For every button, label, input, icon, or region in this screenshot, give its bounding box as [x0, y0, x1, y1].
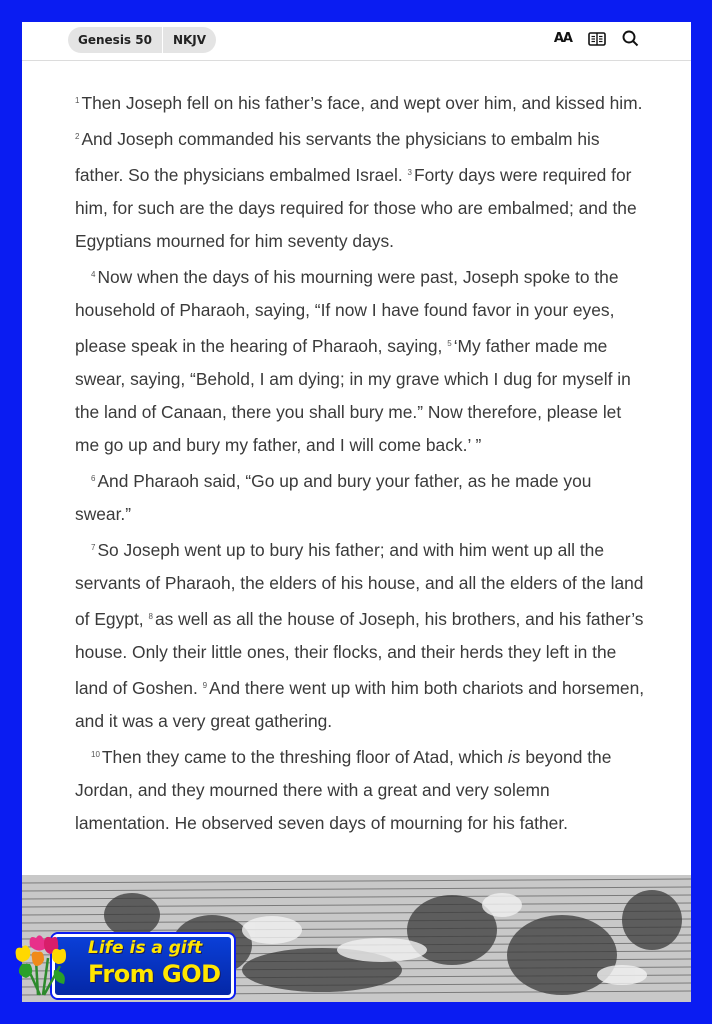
life-is-a-gift-badge: [0, 928, 232, 1002]
verse-number: 5: [447, 339, 452, 348]
verse-text: So Joseph went up to bury his father; and with him went up all the servants of Pharaoh, the elders of his house, and all the elders of the land of Egypt,: [75, 540, 644, 629]
badge-line-2: From GOD: [88, 960, 221, 988]
book-chapter-button[interactable]: Genesis 50: [78, 33, 152, 47]
verse-text: And Joseph commanded his servants the physicians to embalm his father. So the physicians embalmed Israel.: [75, 129, 600, 185]
verse-number: 8: [148, 612, 153, 621]
verse-text: Then Joseph fell on his father’s face, and wept over him, and kissed him.: [81, 93, 643, 113]
verse-text: ‘My father made me swear, saying, “Behold, I am dying; in my grave which I dug for myself in the land of Canaan, there you shall bury me.” Now therefore, please let me go up and bury my father, and I will come back.’ ”: [75, 336, 631, 455]
verse-number: 9: [202, 681, 208, 690]
verse-number: 7: [91, 543, 96, 552]
verse-text: And Pharaoh said, “Go up and bury your father, as he made you swear.”: [75, 471, 592, 524]
paragraph: [75, 738, 645, 840]
scripture-text: [75, 84, 645, 840]
paragraph: [75, 258, 645, 462]
badge-line-1: Life is a gift: [88, 938, 203, 958]
verse-text: as well as all the house of Joseph, his brothers, and his father’s house. Only their little ones, their flocks, and their herds they left in the land of Goshen.: [75, 609, 644, 698]
passage-selector[interactable]: [68, 27, 216, 53]
verse-text: beyond the Jordan, and they mourned there with a great and very solemn lamentation. He observed seven days of mourning for his father.: [75, 747, 612, 833]
verse-italic: is: [507, 747, 521, 767]
verse-number: 3: [407, 168, 412, 177]
version-button[interactable]: NKJV: [172, 33, 207, 47]
verse-number: 4: [91, 270, 96, 279]
toolbar-actions: [554, 30, 639, 47]
tulip-bouquet-icon: [8, 930, 78, 1000]
verse-text: Forty days were required for him, for such are the days required for those who are embalmed; and the Egyptians mourned for him seventy days.: [75, 165, 637, 251]
verse-number: 6: [91, 474, 96, 483]
reader-toolbar: [22, 22, 691, 61]
verse-text: Now when the days of his mourning were past, Joseph spoke to the household of Pharaoh, saying, “If now I have found favor in your eyes, please speak in the hearing of Pharaoh, saying,: [75, 267, 619, 356]
search-icon[interactable]: [622, 30, 639, 47]
text-size-icon[interactable]: AA: [553, 31, 572, 46]
reader-page: [22, 22, 691, 1002]
paragraph: [75, 531, 645, 738]
verse-number: 2: [75, 132, 80, 141]
verse-text: Then they came to the threshing floor of Atad, which: [101, 747, 508, 767]
book-icon[interactable]: [588, 32, 606, 46]
verse-number: 10: [91, 750, 100, 759]
paragraph: [75, 84, 645, 258]
paragraph: [75, 462, 645, 531]
verse-number: 1: [75, 96, 80, 105]
verse-text: And there went up with him both chariots and horsemen, and it was a very great gathering.: [75, 678, 645, 731]
